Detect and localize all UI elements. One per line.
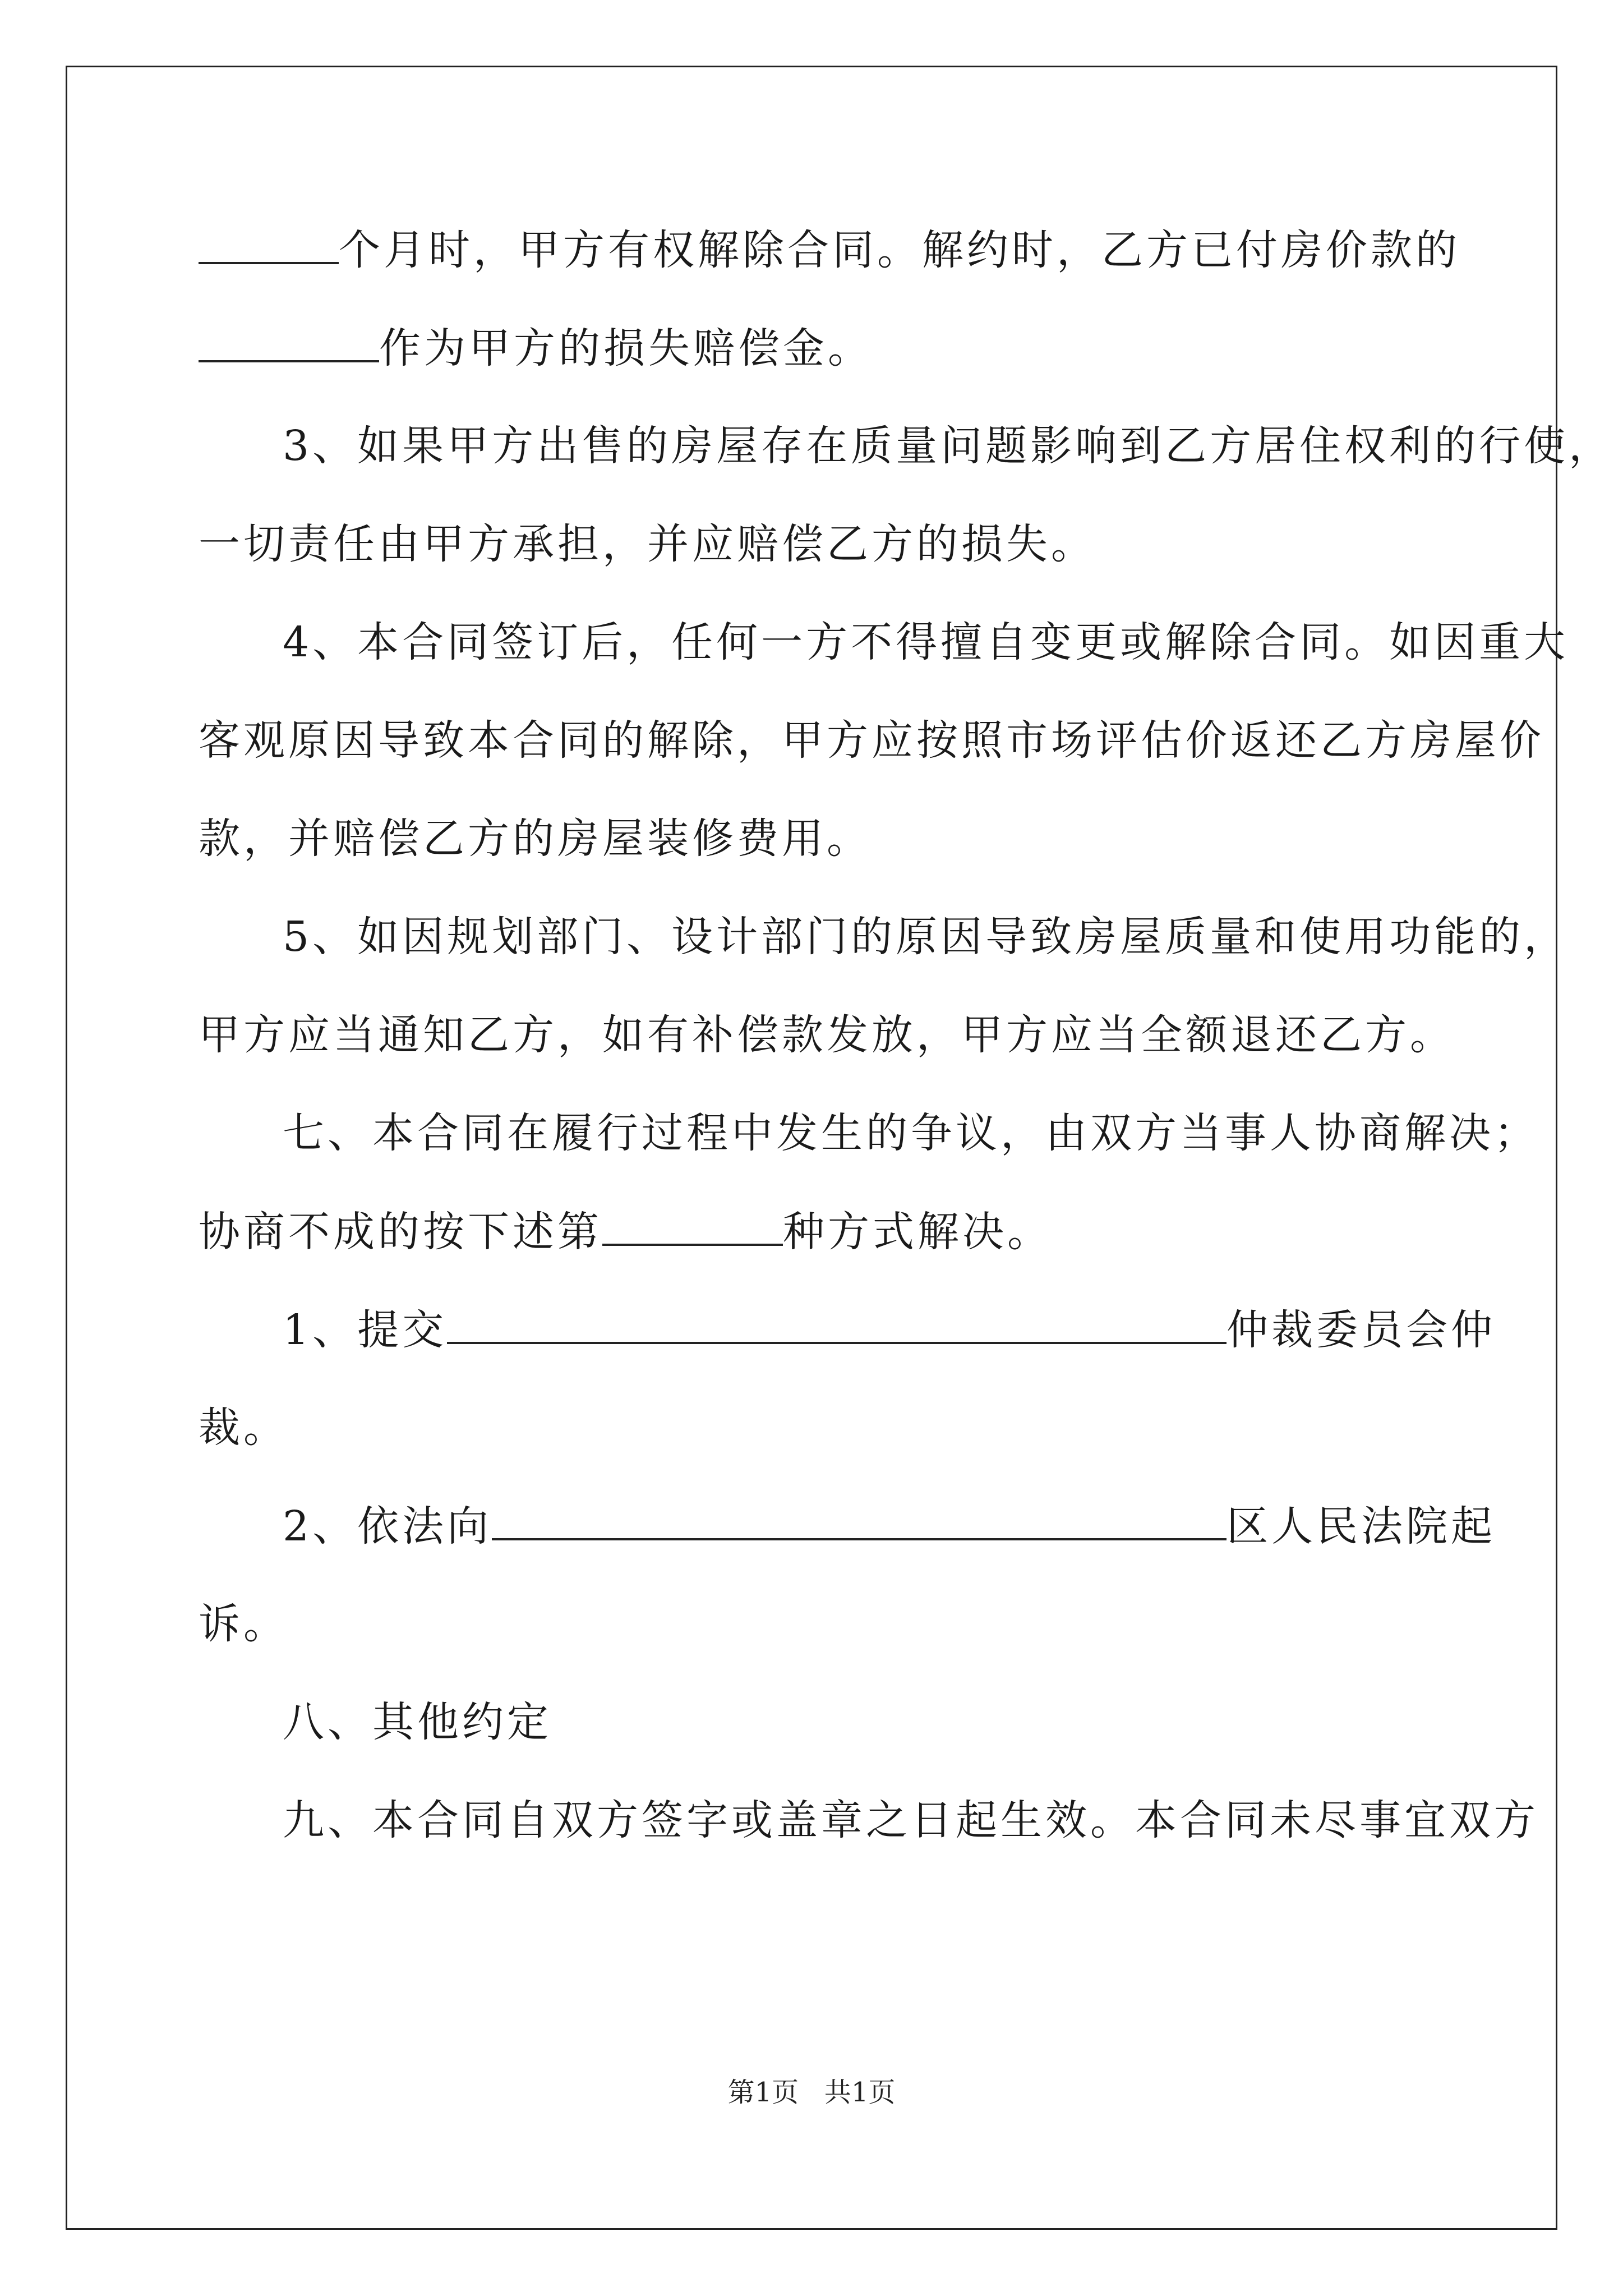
text-line: 七、本合同在履行过程中发生的争议，由双方当事人协商解决； xyxy=(283,1109,1539,1157)
line-text: 协商不成的按下述第 xyxy=(199,1208,602,1256)
text-line: 八、其他约定 xyxy=(283,1698,552,1746)
fill-blank[interactable] xyxy=(492,1498,1227,1540)
line-text: 2、依法向 xyxy=(283,1502,492,1550)
line-text: 1、提交 xyxy=(283,1306,448,1354)
text-line: 4、本合同签订后，任何一方不得擅自变更或解除合同。如因重大 xyxy=(283,618,1569,666)
text-line: 甲方应当通知乙方，如有补偿款发放，甲方应当全额退还乙方。 xyxy=(199,1011,1455,1059)
text-line: 客观原因导致本合同的解除，甲方应按照市场评估价返还乙方房屋价 xyxy=(199,716,1544,765)
text-line: 九、本合同自双方签字或盖章之日起生效。本合同未尽事宜双方 xyxy=(283,1796,1539,1844)
line-text: 区人民法院起 xyxy=(1227,1502,1496,1550)
text-line xyxy=(199,222,1460,278)
fill-blank[interactable] xyxy=(602,1203,783,1246)
text-line: 3、如果甲方出售的房屋存在质量问题影响到乙方居住权利的行使， xyxy=(283,422,1614,470)
fill-blank[interactable] xyxy=(199,222,339,264)
text-line: 款，并赔偿乙方的房屋装修费用。 xyxy=(199,815,872,863)
text-line: 5、如因规划部门、设计部门的原因导致房屋质量和使用功能的， xyxy=(283,913,1569,961)
text-line xyxy=(283,1301,1496,1358)
text-line xyxy=(199,1203,1052,1260)
text-line: 一切责任由甲方承担，并应赔偿乙方的损失。 xyxy=(199,520,1096,568)
line-text: 作为甲方的损失赔偿金。 xyxy=(379,324,873,372)
text-line xyxy=(283,1498,1496,1554)
text-line: 裁。 xyxy=(199,1404,288,1452)
page-number-footer: 第1页 共1页 xyxy=(727,2077,896,2108)
line-text: 仲裁委员会仲 xyxy=(1227,1306,1496,1354)
line-text: 个月时，甲方有权解除合同。解约时，乙方已付房价款的 xyxy=(339,226,1460,274)
text-line: 诉。 xyxy=(199,1600,288,1648)
fill-blank[interactable] xyxy=(199,320,379,362)
text-line xyxy=(199,320,873,376)
line-text: 种方式解决。 xyxy=(783,1208,1052,1256)
fill-blank[interactable] xyxy=(447,1301,1227,1344)
